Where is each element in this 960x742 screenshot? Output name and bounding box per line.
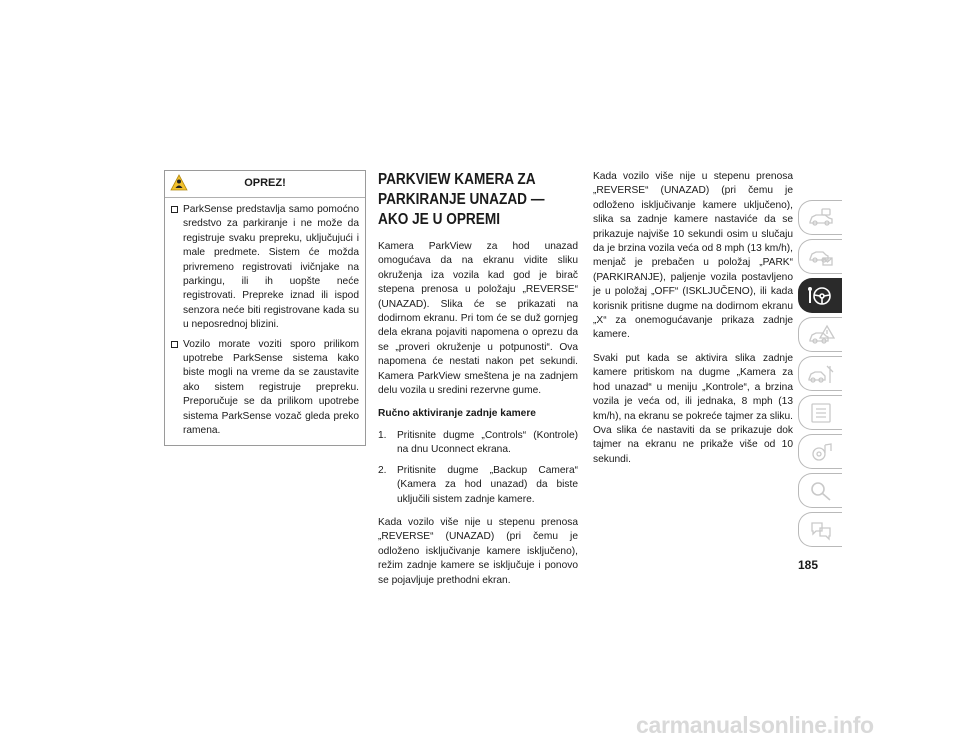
right-paragraph-2: Svaki put kada se aktivira slika zadnje kamere pritiskom na dugme „Kamera za hod unazad“ u meniju „Kontrole“, a brzina vozila je veća od, ili jednaka, 8 mph (13 km/h), na ekranu se pokreće tajmer za sliku. Ova slika će nastaviti da se prikazuje dok tajmer na ekranu ne prikaže više od 10 sekundi. — [593, 352, 793, 465]
steps-list — [378, 429, 578, 507]
subheading: Ručno aktiviranje zadnje kamere — [378, 408, 536, 420]
tab-car-mail[interactable] — [798, 239, 842, 274]
car-info-icon — [807, 207, 835, 229]
paragraph-after-steps: Kada vozilo više nije u stepenu prenosa „REVERSE“ (UNAZAD) (pri čemu je odloženo isključivanje kamere isključeno), režim zadnje kamere se isključuje i ponovo se pojavljuje prethodni ekran. — [378, 516, 578, 586]
warning-list — [165, 198, 365, 445]
step-number: 2. — [378, 464, 387, 476]
step-number: 1. — [378, 429, 387, 441]
right-column — [593, 170, 793, 476]
chapter-tabs — [798, 200, 842, 551]
tab-checklist[interactable] — [798, 395, 842, 430]
warning-item-text: ParkSense predstavlja samo pomoćno sredstvo za parkiranje i ne može da registruje svaku prepreku, uključujući i male predmete. Sistem će možda privremeno registrovati ivičnjake na parkingu, ili ih uopšte neće registrovati. Prepreke iznad ili ispod senzora neće biti registrovane kada su u neposrednoj blizini. — [183, 204, 359, 331]
car-mail-icon — [807, 246, 835, 268]
warning-item — [171, 338, 359, 439]
checklist-icon — [807, 402, 835, 424]
checkbox-icon — [171, 341, 178, 348]
right-paragraph-1: Kada vozilo više nije u stepenu prenosa „REVERSE“ (UNAZAD) (pri čemu je odloženo isključivanje kamere uključeno), slika sa zadnje kamere nastaviće da se prikazuje najviše 10 sekundi osim u slučaju da je brzina vozila veća od 8 mph (13 km/h), menjač je prebačen u položaj „PARK“ (PARKIRANJE), paljenje vozila postavljeno je u položaj „OFF“ (ISKLJUČENO), ili kada korisnik pritisne dugme na dodirnom ekranu „X“ za onemogućavanje prikaza zadnje kamere. — [593, 171, 793, 341]
tab-magnifier[interactable] — [798, 473, 842, 508]
car-warning-icon — [807, 324, 835, 346]
step-text: Pritisnite dugme „Backup Camera“ (Kamera za hod unazad) da biste uključili sistem zadnje kamere. — [397, 464, 578, 505]
section-heading: PARKVIEW KAMERA ZA PARKIRANJE UNAZAD — AKO JE U OPREMI — [378, 171, 545, 228]
steering-wheel-icon — [807, 285, 835, 307]
tab-steering-wheel[interactable] — [798, 278, 842, 313]
footer-watermark: carmanualsonline.info — [636, 712, 874, 738]
step-text: Pritisnite dugme „Controls“ (Kontrole) na dnu Uconnect ekrana. — [397, 429, 578, 456]
step-item — [378, 464, 578, 507]
warning-item-text: Vozilo morate voziti sporo prilikom upotrebe ParkSense sistema kako biste mogli na vreme da se zaustavite ako sistem registruje prepreku. Preporučuje se da prilikom upotrebe sistema ParkSense vozač gleda preko ramena. — [183, 338, 359, 437]
checkbox-icon — [171, 206, 178, 213]
multimedia-icon — [807, 441, 835, 463]
warning-title: OPREZ! — [244, 177, 286, 189]
tab-car-wrench[interactable] — [798, 356, 842, 391]
warning-box — [164, 170, 366, 446]
warning-header — [165, 171, 365, 198]
intro-paragraph: Kamera ParkView za hod unazad omogućava da na ekranu vidite sliku okruženja iza vozila kad god je birač stepena prenosa u položaju „REVERSE“ (UNAZAD). Slika će se prikazati na dodirnom ekranu. Pri tom će se duž gornjeg dela ekrana pojaviti napomena o oprezu da se „proveri okruženje u potpunosti“. Ova napomena će nestati nakon pet sekundi. Kamera ParkView smeštena je na zadnjem delu vozila u sredini rezervne gume. — [378, 241, 578, 397]
step-item — [378, 429, 578, 458]
tab-car-warning[interactable] — [798, 317, 842, 352]
car-wrench-icon — [807, 363, 835, 385]
middle-column — [378, 170, 578, 597]
tab-multimedia[interactable] — [798, 434, 842, 469]
tab-language[interactable] — [798, 512, 842, 547]
language-icon — [807, 519, 835, 541]
tab-car-info[interactable] — [798, 200, 842, 235]
magnifier-icon — [807, 480, 835, 502]
warning-item — [171, 203, 359, 333]
page-number: 185 — [798, 558, 819, 572]
